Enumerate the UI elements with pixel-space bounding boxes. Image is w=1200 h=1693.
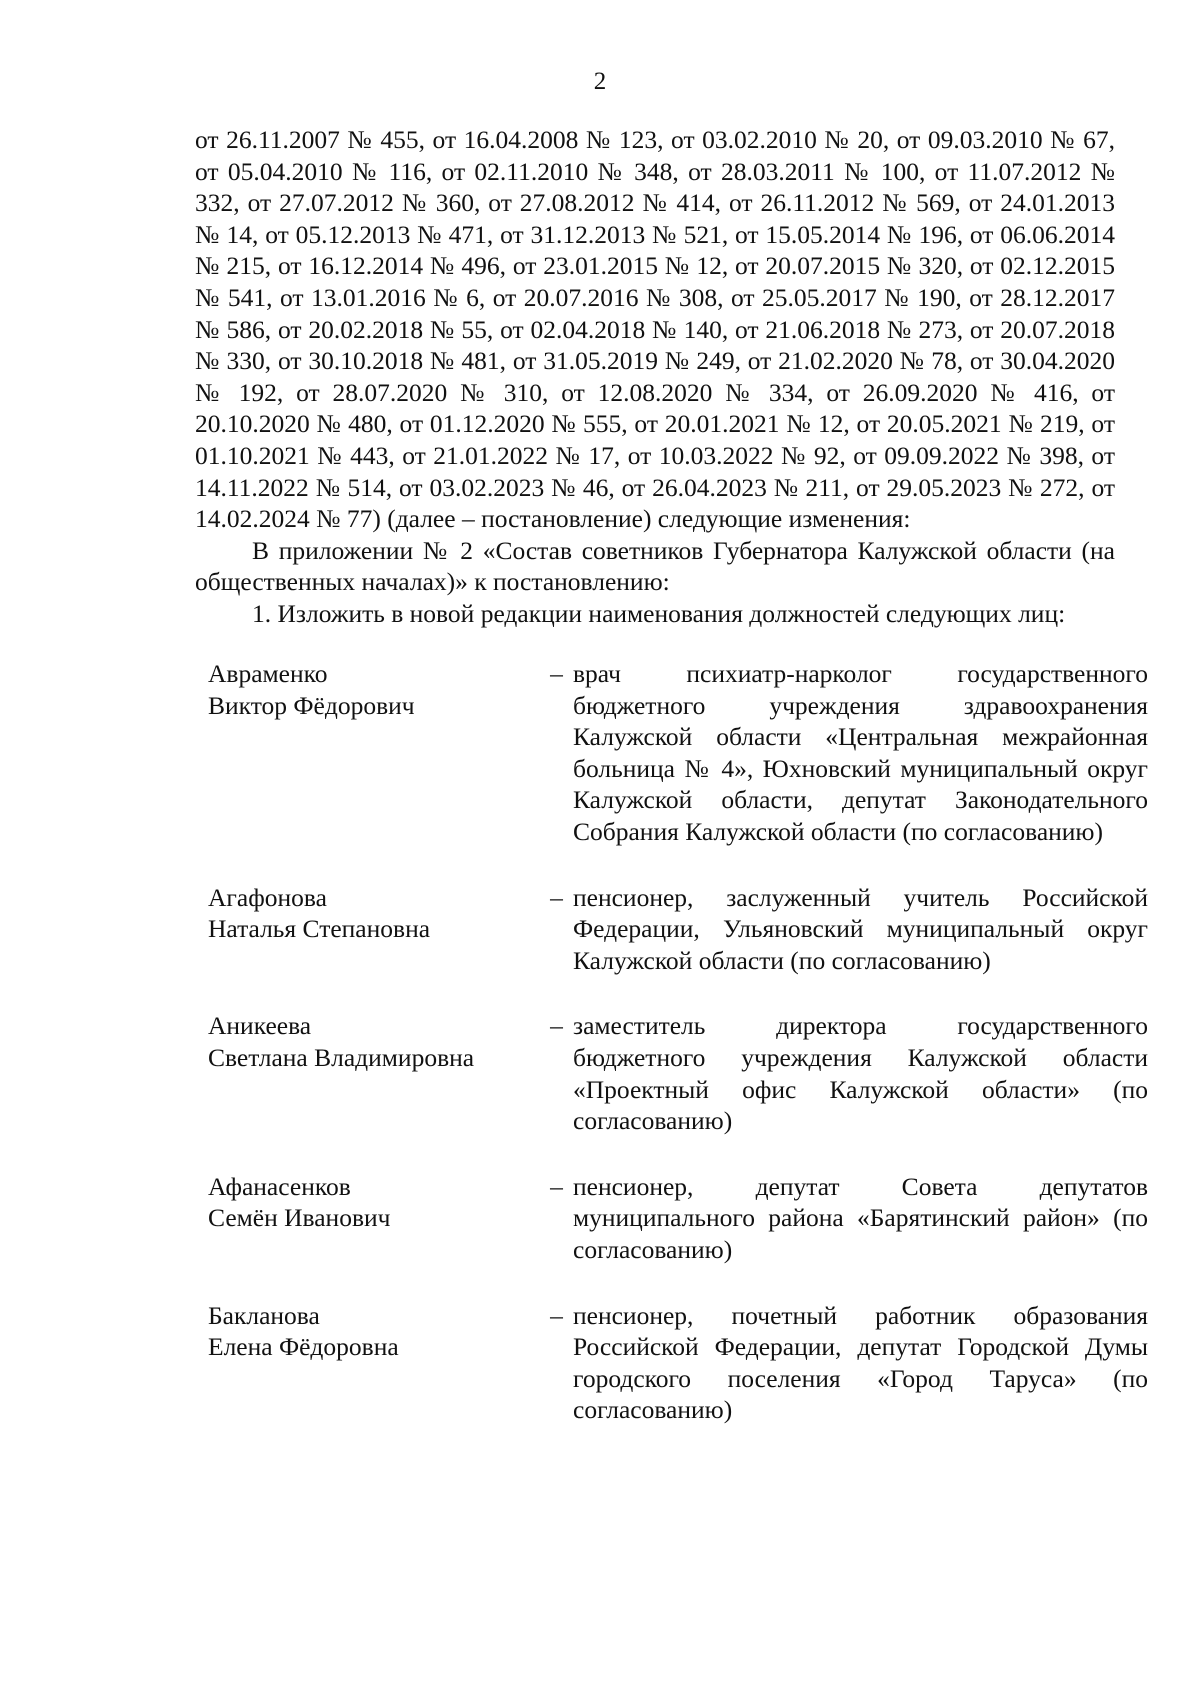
dash: – — [550, 1011, 563, 1041]
person-surname: Аникеева — [208, 1011, 312, 1041]
person-entry — [208, 658, 1148, 848]
person-position: заместитель директора государственного бюджетного учреждения Калужской области «Проектный офис Калужской области» (по согласованию) — [573, 1011, 1148, 1136]
dash: – — [550, 659, 563, 688]
paragraph-item-1: 1. Изложить в новой редакции наименования должностей следующих лиц: — [252, 598, 1066, 628]
paragraph-amendments-list: от 26.11.2007 № 455, от 16.04.2008 № 123, от 03.02.2010 № 20, от 09.03.2010 № 67, от 05.04.2010 № 116, от 02.11.2010 № 348, от 28.03.2011 № 100, от 11.07.2012 № 332, от 27.07.2012 № 360, от 27.08.2012 № 414, от 26.11.2012 № 569, от 24.01.2013 № 14, от 05.12.2013 № 471, от 31.12.2013 № 521, от 15.05.2014 № 196, от 06.06.2014 № 215, от 16.12.2014 № 496, от 23.01.2015 № 12, от 20.07.2015 № 320, от 02.12.2015 № 541, от 13.01.2016 № 6, от 20.07.2016 № 308, от 25.05.2017 № 190, от 28.12.2017 № 586, от 20.02.2018 № 55, от 02.04.2018 № 140, от 21.06.2018 № 273, от 20.07.2018 № 330, от 30.10.2018 № 481, от 31.05.2019 № 249, от 21.02.2020 № 78, от 30.04.2020 № 192, от 28.07.2020 № 310, от 12.08.2020 № 334, от 26.09.2020 № 416, от 20.10.2020 № 480, от 01.12.2020 № 555, от 20.01.2021 № 12, от 20.05.2021 № 219, от 01.10.2021 № 443, от 21.01.2022 № 17, от 10.03.2022 № 92, от 09.09.2022 № 398, от 14.11.2022 № 514, от 03.02.2023 № 46, от 26.04.2023 № 211, от 29.05.2023 № 272, от 14.02.2024 № 77) (далее – постановление) следующие изменения: — [195, 125, 1115, 534]
person-position: пенсионер, депутат Совета депутатов муниципального района «Барятинский район» (по согласованию) — [573, 1171, 1148, 1264]
person-name — [208, 658, 508, 848]
dash: – — [550, 882, 563, 912]
person-name — [208, 1300, 508, 1426]
person-position: пенсионер, заслуженный учитель Российской Федерации, Ульяновский муниципальный округ Калужской области (по согласованию) — [573, 882, 1148, 975]
person-position: пенсионер, почетный работник образования Российской Федерации, депутат Городской Думы городского поселения «Город Таруса» (по согласованию) — [573, 1300, 1148, 1425]
person-surname: Афанасенков — [208, 1171, 351, 1201]
body-text — [195, 124, 1115, 630]
dash: – — [550, 1300, 563, 1330]
person-surname: Авраменко — [208, 659, 328, 688]
person-name — [208, 1171, 508, 1266]
dash: – — [550, 1171, 563, 1201]
persons-list — [208, 658, 1148, 1460]
person-given-name: Виктор Фёдорович — [208, 690, 415, 720]
person-name — [208, 1010, 508, 1136]
person-entry — [208, 1300, 1148, 1426]
page-number: 2 — [593, 68, 607, 95]
person-surname: Бакланова — [208, 1300, 320, 1330]
person-entry — [208, 1171, 1148, 1266]
person-position: врач психиатр-нарколог государственного бюджетного учреждения здравоохранения Калужской области «Центральная межрайонная больница № 4», Юхновский муниципальный округ Калужской области, депутат Законодательного Собрания Калужской области (по согласованию) — [573, 659, 1148, 846]
person-entry — [208, 882, 1148, 977]
person-given-name: Наталья Степановна — [208, 914, 431, 944]
paragraph-appendix: В приложении № 2 «Состав советников Губернатора Калужской области (на общественных началах)» к постановлению: — [195, 535, 1115, 597]
person-surname: Агафонова — [208, 882, 327, 912]
person-entry — [208, 1010, 1148, 1136]
person-name — [208, 882, 508, 977]
person-given-name: Елена Фёдоровна — [208, 1332, 399, 1362]
person-given-name: Семён Иванович — [208, 1203, 391, 1233]
person-given-name: Светлана Владимировна — [208, 1042, 475, 1072]
